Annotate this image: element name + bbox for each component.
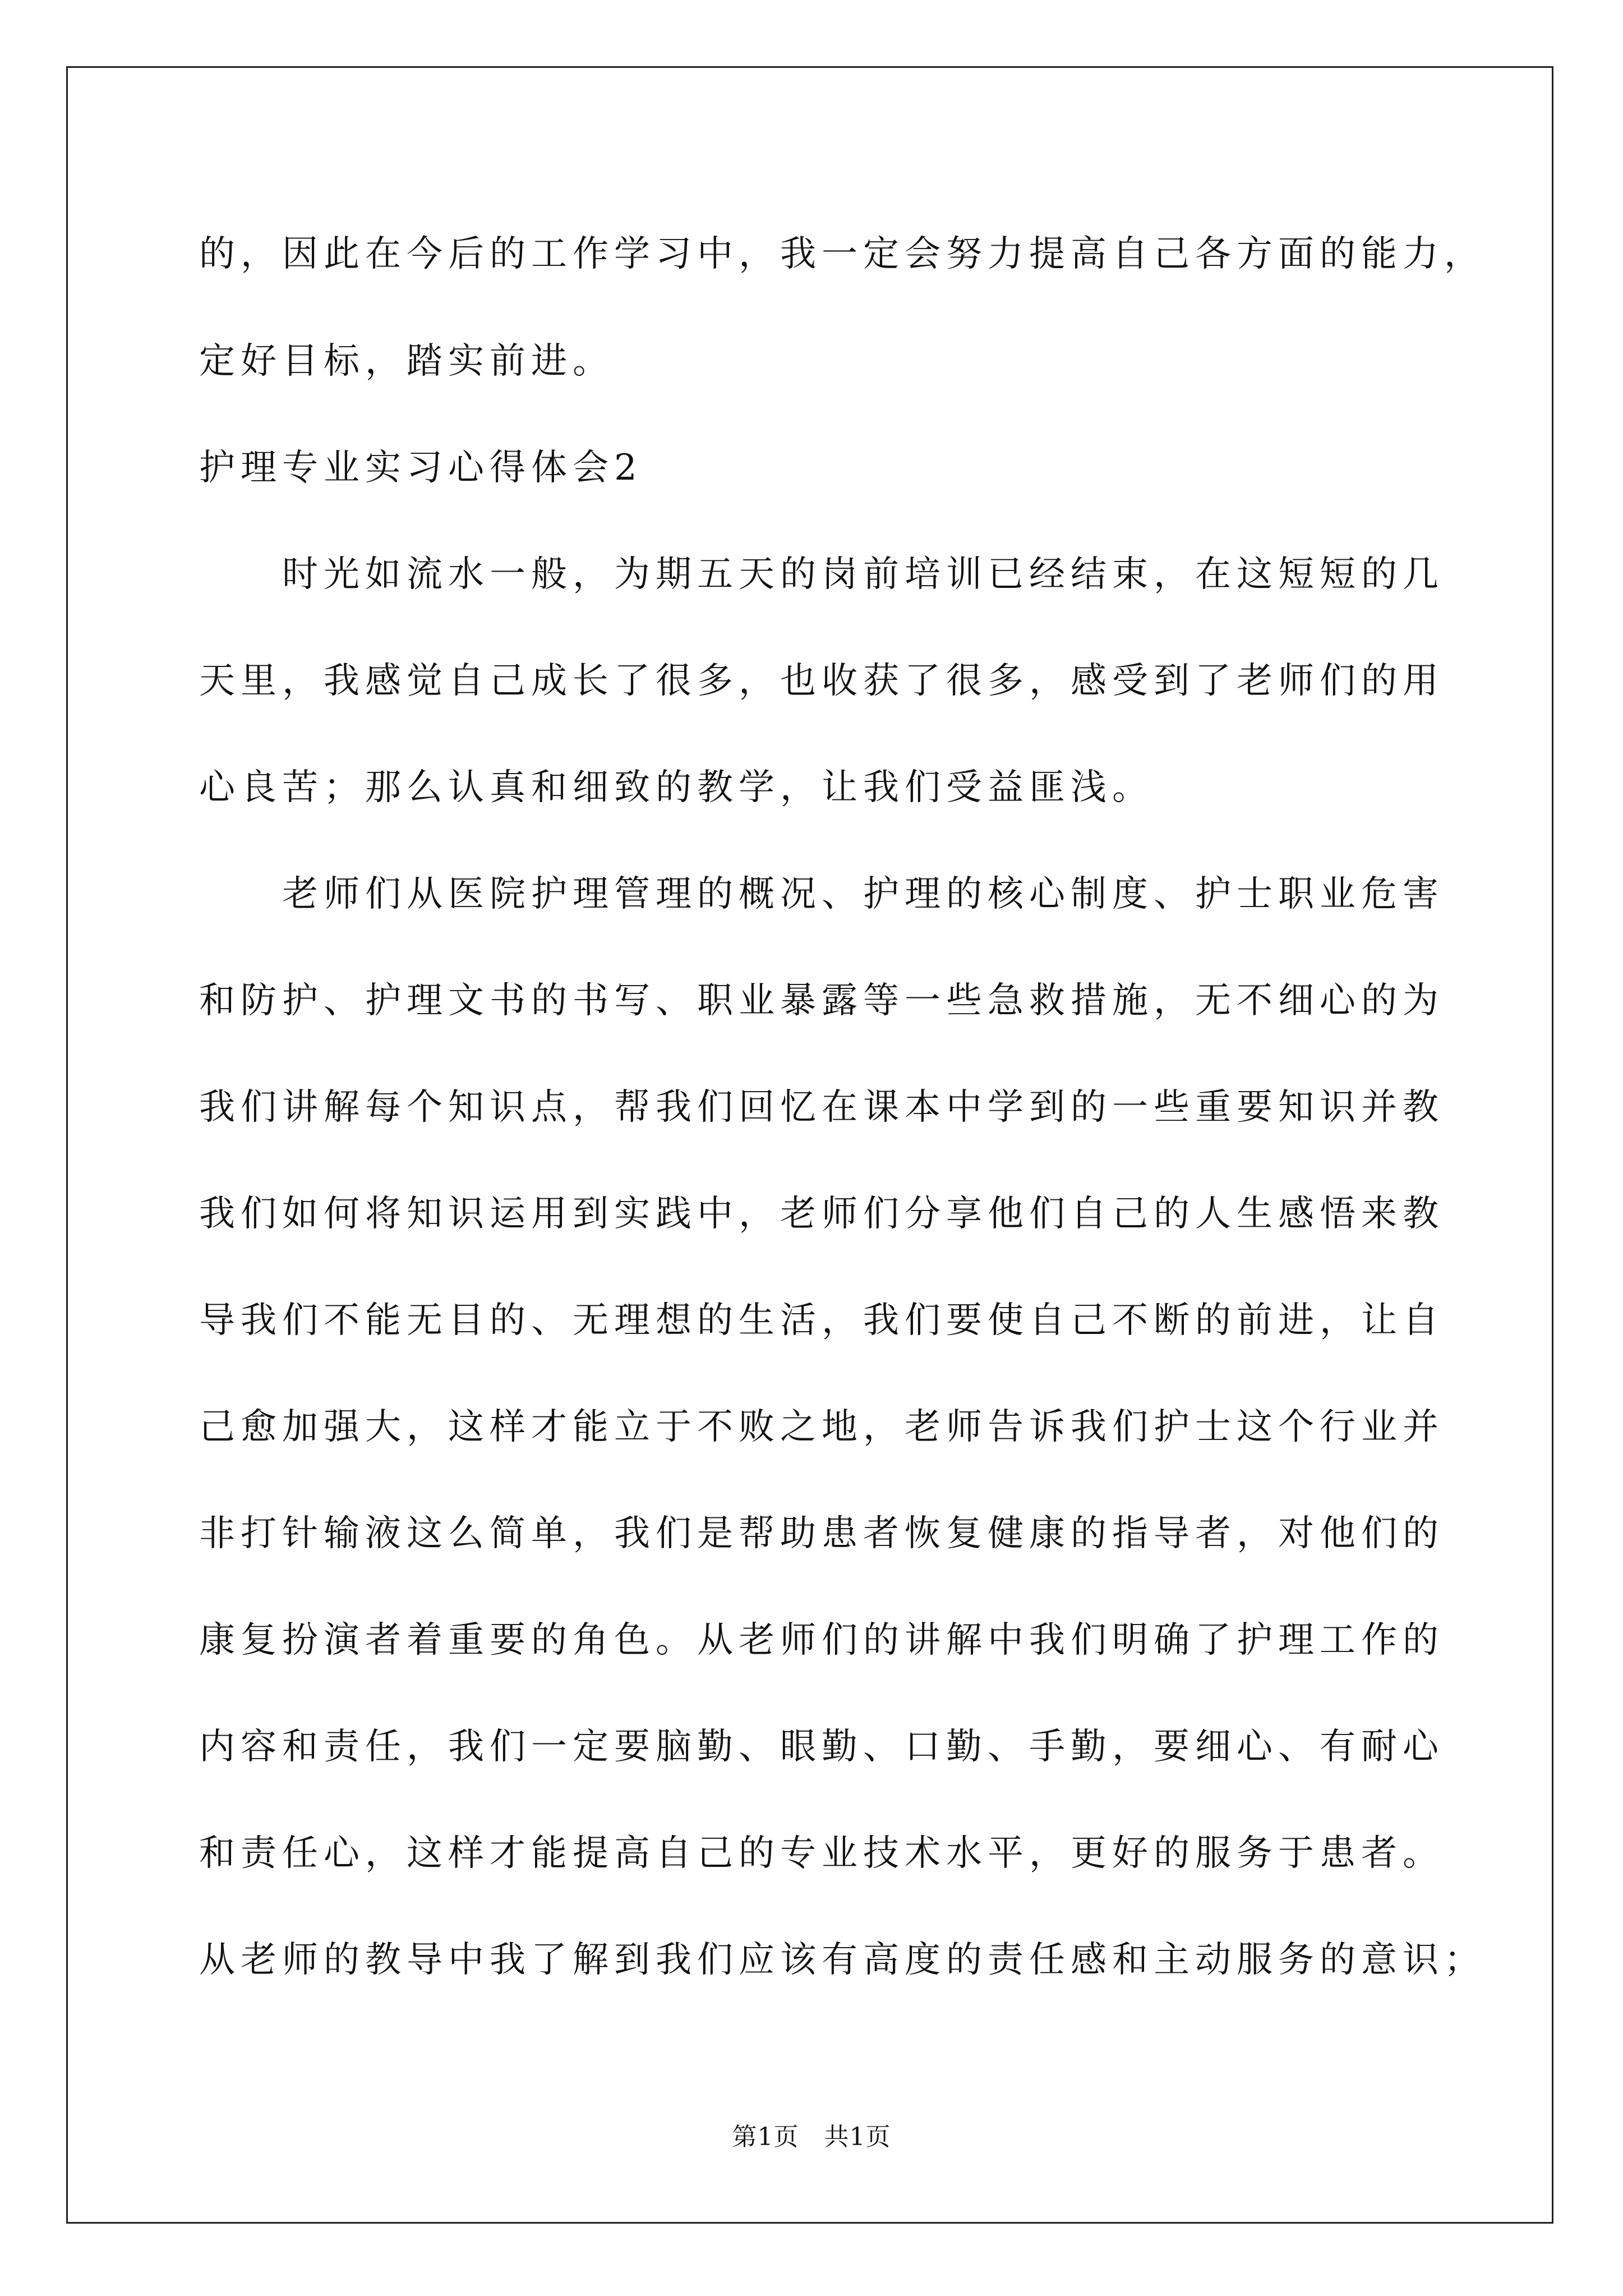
text-line: 心良苦；那么认真和细致的教学，让我们受益匪浅。 xyxy=(199,767,1154,808)
text-line: 和防护、护理文书的书写、职业暴露等一些急救措施，无不细心的为 xyxy=(199,980,1444,1022)
text-line: 内容和责任，我们一定要脑勤、眼勤、口勤、手勤，要细心、有耐心 xyxy=(199,1726,1444,1768)
text-line: 定好目标，踏实前进。 xyxy=(199,341,614,382)
text-line: 老师们从医院护理管理的概况、护理的核心制度、护士职业危害 xyxy=(282,873,1444,915)
page-border xyxy=(66,66,1553,2224)
text-line: 我们如何将知识运用到实践中，老师们分享他们自己的人生感悟来教 xyxy=(199,1193,1444,1235)
text-line: 时光如流水一般，为期五天的岗前培训已经结束，在这短短的几 xyxy=(282,554,1444,595)
text-line: 天里，我感觉自己成长了很多，也收获了很多，感受到了老师们的用 xyxy=(199,660,1444,702)
text-line: 从老师的教导中我了解到我们应该有高度的责任感和主动服务的意识； xyxy=(199,1939,1486,1981)
text-line: 我们讲解每个知识点，帮我们回忆在课本中学到的一些重要知识并教 xyxy=(199,1087,1444,1128)
page-footer: 第1页 共1页 xyxy=(732,2123,891,2151)
text-line: 己愈加强大，这样才能立于不败之地，老师告诉我们护士这个行业并 xyxy=(199,1406,1444,1448)
section-heading: 护理专业实习心得体会2 xyxy=(199,447,643,489)
text-line: 导我们不能无目的、无理想的生活，我们要使自己不断的前进，让自 xyxy=(199,1300,1444,1341)
text-line: 非打针输液这么简单，我们是帮助患者恢复健康的指导者，对他们的 xyxy=(199,1513,1444,1554)
text-line: 康复扮演者着重要的角色。从老师们的讲解中我们明确了护理工作的 xyxy=(199,1619,1444,1661)
text-line: 的，因此在今后的工作学习中，我一定会努力提高自己各方面的能力， xyxy=(199,233,1486,275)
text-line: 和责任心，这样才能提高自己的专业技术水平，更好的服务于患者。 xyxy=(199,1833,1444,1874)
